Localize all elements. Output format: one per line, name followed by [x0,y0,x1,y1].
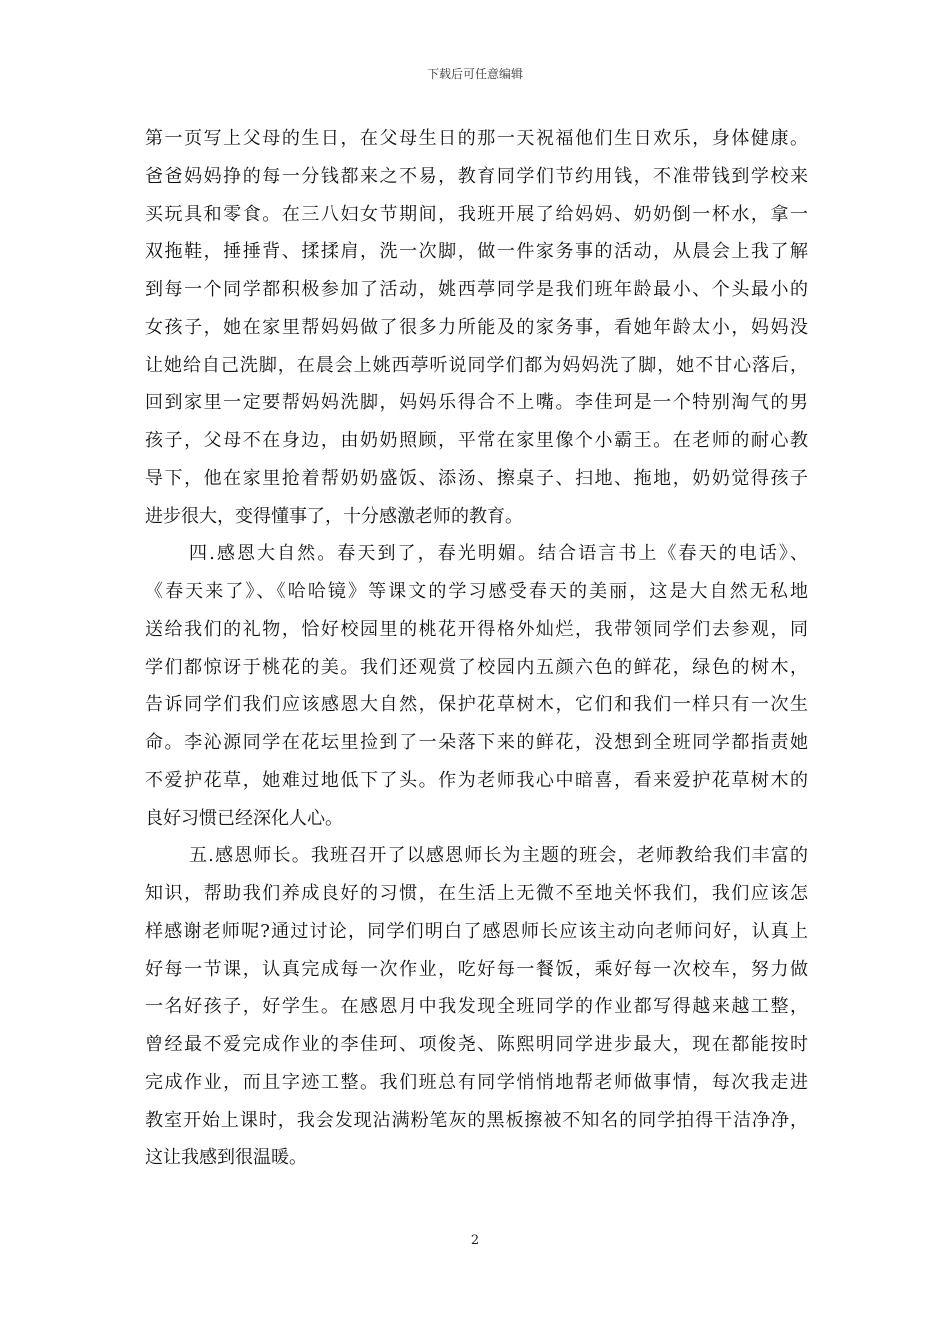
paragraph-line: 导下，他在家里抢着帮奶奶盛饭、添汤、擦桌子、扫地、拖地，奶奶觉得孩子 [145,467,808,489]
paragraph-line: 一名好孩子，好学生。在感恩月中我发现全班同学的作业都写得越来越工整， [145,996,808,1018]
paragraph-line: 教室开始上课时，我会发现沾满粉笔灰的黑板擦被不知名的同学拍得干洁净净， [145,1109,808,1131]
paragraph-line: 送给我们的礼物，恰好校园里的桃花开得格外灿烂，我带领同学们去参观，同 [145,618,808,640]
paragraph-line: 完成作业，而且字迹工整。我们班总有同学悄悄地帮老师做事情，每次我走进 [145,1071,808,1093]
document-body [145,120,808,1177]
paragraph-line: 命。李沁源同学在花坛里捡到了一朵落下来的鲜花，没想到全班同学都指责她 [145,732,808,753]
paragraph-line: 《春天来了》、《哈哈镜》等课文的学习感受春天的美丽，这是大自然无私地 [145,581,808,602]
page-number: 2 [470,1233,480,1248]
paragraph-line: 好每一节课，认真完成每一次作业，吃好每一餐饭，乘好每一次校车，努力做 [145,958,808,980]
paragraph-line: 样感谢老师呢?通过讨论，同学们明白了感恩师长应该主动向老师问好，认真上 [145,920,808,942]
page-header: 下载后可任意编辑 [426,67,523,81]
paragraph-line: 曾经最不爱完成作业的李佳珂、项俊尧、陈熙明同学进步最大，现在都能按时 [145,1034,808,1055]
paragraph-line: 买玩具和零食。在三八妇女节期间，我班开展了给妈妈、奶奶倒一杯水，拿一 [145,203,808,225]
paragraph-line: 四.感恩大自然。春天到了，春光明媚。结合语言书上《春天的电话》、 [189,543,808,565]
paragraph-line: 让她给自己洗脚，在晨会上姚西葶听说同学们都为妈妈洗了脚，她不甘心落后， [145,354,808,376]
paragraph-line: 第一页写上父母的生日，在父母生日的那一天祝福他们生日欢乐，身体健康。 [145,128,808,149]
paragraph-line: 女孩子，她在家里帮妈妈做了很多力所能及的家务事，看她年龄太小，妈妈没 [145,316,808,338]
paragraph-line: 爸爸妈妈挣的每一分钱都来之不易，教育同学们节约用钱，不准带钱到学校来 [145,165,808,187]
paragraph-line: 不爱护花草，她难过地低下了头。作为老师我心中暗喜，看来爱护花草树木的 [145,769,808,791]
paragraph-line: 学们都惊讶于桃花的美。我们还观赏了校园内五颜六色的鲜花，绿色的树木， [145,656,808,678]
paragraph-line: 回到家里一定要帮妈妈洗脚，妈妈乐得合不上嘴。李佳珂是一个特别淘气的男 [145,392,808,414]
paragraph-line: 知识，帮助我们养成良好的习惯，在生活上无微不至地关怀我们，我们应该怎 [145,883,808,904]
paragraph-line: 良好习惯已经深化人心。 [145,807,343,829]
paragraph-line: 双拖鞋，捶捶背、揉揉肩，洗一次脚，做一件家务事的活动，从晨会上我了解 [145,241,808,263]
paragraph-line: 进步很大，变得懂事了，十分感激老师的教育。 [145,505,523,527]
paragraph-line: 到每一个同学都积极参加了活动，姚西葶同学是我们班年龄最小、个头最小的 [145,279,808,300]
paragraph-line: 这让我感到很温暖。 [145,1147,307,1169]
paragraph-line: 五.感恩师长。我班召开了以感恩师长为主题的班会，老师教给我们丰富的 [189,845,808,867]
paragraph-line: 告诉同学们我们应该感恩大自然，保护花草树木，它们和我们一样只有一次生 [145,694,808,716]
paragraph-line: 孩子，父母不在身边，由奶奶照顾，平常在家里像个小霸王。在老师的耐心教 [145,430,808,451]
